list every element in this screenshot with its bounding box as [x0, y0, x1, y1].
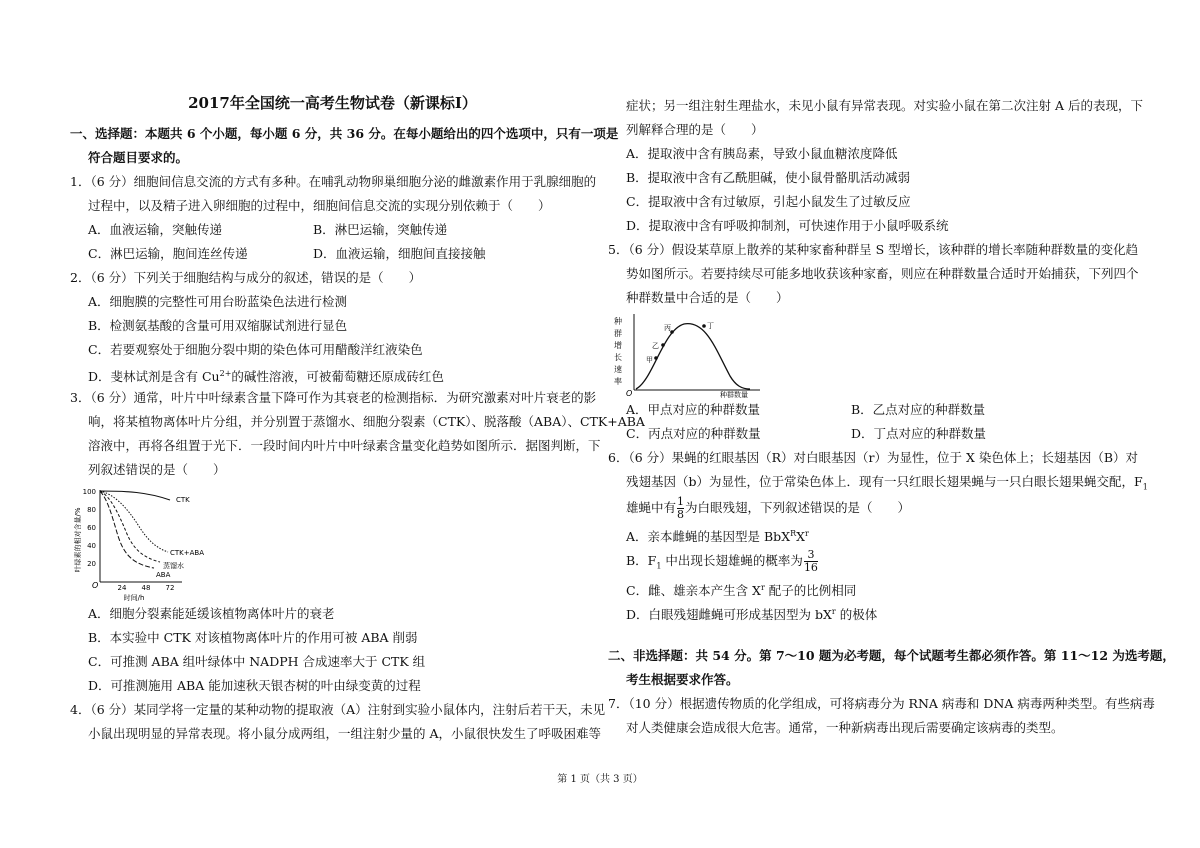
fig2-point-ding	[702, 324, 706, 328]
fig2-point-yi	[661, 343, 665, 347]
q4-stem: 4．（6 分）某同学将一定量的某种动物的提取液（A）注射到实验小鼠体内，注射后若干天，未见	[70, 702, 606, 717]
q6-stem: 6．（6 分）果蝇的红眼基因（R）对白眼基因（r）为显性，位于 X 染色体上；长翅基因（B）对	[608, 450, 1139, 465]
chlorophyll-figure	[70, 482, 595, 602]
q6-option-c-sup: r	[760, 583, 765, 592]
fig2-ylabel-char: 群	[614, 329, 622, 338]
q3-stem-cont2: 溶液中，再将各组置于光下．一段时间内叶片中叶绿素含量变化趋势如图所示．据图判断，下	[88, 438, 601, 453]
q6-option-d	[608, 600, 1133, 624]
chlorophyll-chart	[72, 482, 272, 602]
fig2-ylabel-char: 率	[614, 377, 622, 386]
q6-option-c	[608, 576, 1133, 600]
fig1-xtick: 48	[141, 584, 151, 592]
q6-option-b-pre: B．F	[626, 553, 657, 568]
q6-f1-sub: 1	[1142, 482, 1148, 492]
section1-heading-cont: 符合题目要求的。	[88, 150, 189, 165]
fig1-xtick: 24	[117, 584, 127, 592]
q2-option-d-sup: 2+	[219, 369, 232, 378]
q5-option-b: B．乙点对应的种群数量	[851, 402, 986, 417]
q6-option-b-fraction-den: 16	[803, 561, 818, 574]
fig1-origin: O	[92, 581, 99, 590]
fig2-xlabel: 种群数量	[720, 391, 748, 399]
q5-option-c: C．丙点对应的种群数量	[626, 426, 761, 441]
q4-option-c: C．提取液中含有过敏原，引起小鼠发生了过敏反应	[626, 194, 911, 209]
q3-stem-cont1: 响，将某植物离体叶片分组，并分别置于蒸馏水、细胞分裂素（CTK）、脱落酸（ABA）、CTK+ABA	[88, 414, 645, 429]
q2-option-c: C．若要观察处于细胞分裂中期的染色体可用醋酸洋红液染色	[88, 342, 423, 357]
q3-stem: 3．（6 分）通常，叶片中叶绿素含量下降可作为其衰老的检测指标．为研究激素对叶片衰老的影	[70, 390, 597, 405]
q6-option-a-sup2: r	[805, 529, 809, 538]
q6-option-b-fraction-num: 3	[804, 549, 818, 562]
q6-option-d-post: 的极体	[835, 607, 878, 623]
q5-stem-cont2: 种群数量中合适的是（ ）	[626, 290, 789, 305]
section1-heading: 一、选择题：本题共 6 个小题，每小题 6 分，共 36 分。在每小题给出的四个选项中，只有一项是	[70, 126, 619, 141]
fig1-xtick: 72	[165, 584, 175, 592]
q6-option-d-pre: D．白眼残翅雌蝇可形成基因型为 bX	[626, 607, 832, 623]
q5-options-row2	[608, 422, 1133, 446]
q1-option-a: A．血液运输，突触传递	[88, 222, 223, 237]
q6-option-a-sup1: R	[790, 529, 797, 538]
q7-stem: 7．（10 分）根据遗传物质的化学组成，可将病毒分为 RNA 病毒和 DNA 病毒两种类型。有些病毒	[608, 696, 1155, 711]
q6-fraction	[677, 496, 684, 521]
q6-option-b-fraction	[804, 549, 818, 574]
q6-fraction-den: 8	[677, 508, 685, 521]
fig1-label-aba: ABA	[156, 571, 171, 579]
growth-rate-figure	[608, 310, 1133, 398]
fig2-label-jia: 甲	[646, 356, 653, 364]
q4-stem-cont1: 小鼠出现明显的异常表现。将小鼠分成两组，一组注射少量的 A，小鼠很快发生了呼吸困难等	[88, 726, 602, 741]
fig1-ylabel: 叶绿素的相对含量/%	[74, 507, 82, 573]
q3-stem-cont3: 列叙述错误的是（ ）	[88, 462, 226, 477]
fig2-label-bing: 丙	[664, 324, 671, 332]
section2-heading-cont: 考生根据要求作答。	[626, 672, 739, 687]
q5-option-d: D．丁点对应的种群数量	[851, 426, 987, 441]
q2-option-a: A．细胞膜的完整性可用台盼蓝染色法进行检测	[88, 294, 348, 309]
q5-stem-cont1: 势如图所示。若要持续尽可能多地收获该种家畜，则应在种群数量合适时开始捕获，下列四个	[626, 266, 1139, 281]
q2-option-d-post: 的碱性溶液，可被葡萄糖还原成砖红色	[231, 369, 444, 385]
q6-option-b-mid: 中出现长翅雄蝇的概率为	[661, 553, 803, 568]
q6-option-c-post: 配子的比例相同	[764, 583, 857, 599]
fig2-ylabel-char: 种	[614, 317, 622, 326]
q1-options-row2	[70, 242, 595, 266]
q1-stem-cont: 过程中，以及精子进入卵细胞的过程中，细胞间信息交流的实现分别依赖于（ ）	[88, 198, 551, 213]
q6-stem-cont1-text: 残翅基因（b）为显性，位于常染色体上．现有一只红眼长翅果蝇与一只白眼长翅果蝇交配，F	[626, 474, 1143, 489]
q2-stem: 2．（6 分）下列关于细胞结构与成分的叙述，错误的是（ ）	[70, 270, 422, 285]
fig1-curve-ctk-aba	[100, 491, 168, 552]
q1-option-c: C．淋巴运输，胞间连丝传递	[88, 246, 248, 261]
fig2-label-ding: 丁	[707, 322, 714, 330]
q6-option-a-mid: X	[796, 529, 806, 545]
fig1-ytick: 80	[87, 506, 96, 514]
fig1-curve-ctk	[100, 491, 170, 500]
q2-option-d	[70, 362, 595, 386]
q3-option-c: C．可推测 ABA 组叶绿体中 NADPH 合成速率大于 CTK 组	[88, 654, 426, 669]
q4-option-b: B．提取液中含有乙酰胆碱，使小鼠骨骼肌活动减弱	[626, 170, 911, 185]
q4-stem-cont3: 列解释合理的是（ ）	[626, 122, 764, 137]
fig2-label-yi: 乙	[652, 342, 659, 350]
fig1-label-ctk: CTK	[176, 496, 190, 504]
q6-option-d-sup: r	[831, 607, 836, 616]
q1-stem: 1．（6 分）细胞间信息交流的方式有多种。在哺乳动物卵巢细胞分泌的雌激素作用于乳腺细胞的	[70, 174, 597, 189]
q6-option-b-sub: 1	[656, 561, 662, 571]
q4-option-d: D．提取液中含有呼吸抑制剂，可快速作用于小鼠呼吸系统	[626, 218, 949, 233]
section-spacer	[608, 624, 1133, 644]
q1-option-b: B．淋巴运输，突触传递	[313, 222, 448, 237]
q5-stem: 5．（6 分）假设某草原上散养的某种家畜种群呈 S 型增长，该种群的增长率随种群数量的变化趋	[608, 242, 1139, 257]
fig2-ylabel-char: 速	[614, 365, 622, 374]
page-footer: 第 1 页（共 3 页）	[557, 774, 643, 785]
q1-options-row1	[70, 218, 595, 242]
fig1-ytick: 100	[82, 488, 96, 496]
q6-option-c-pre: C．雌、雄亲本产生含 X	[626, 583, 761, 599]
fig1-ytick: 40	[87, 542, 96, 550]
right-column	[608, 94, 1175, 740]
fig2-origin: O	[626, 389, 633, 398]
section2-heading: 二、非选择题：共 54 分。第 7～10 题为必考题，每个试题考生都必须作答。第 11～12 为选考题，	[608, 648, 1175, 663]
fig2-curve	[636, 324, 750, 389]
q3-option-a: A．细胞分裂素能延缓该植物离体叶片的衰老	[88, 606, 335, 621]
q6-option-a	[608, 522, 1133, 546]
q6-stem-cont1	[608, 470, 1148, 494]
q6-stem-cont2-post: 为白眼残翅，下列叙述错误的是（ ）	[685, 500, 911, 515]
fig2-ylabel-char: 长	[614, 353, 622, 362]
fig1-ytick: 60	[87, 524, 96, 532]
q2-option-d-pre: D．斐林试剂是含有 Cu	[88, 369, 220, 385]
q3-option-b: B．本实验中 CTK 对该植物离体叶片的作用可被 ABA 削弱	[88, 630, 418, 645]
q6-stem-cont2-pre: 雄蝇中有	[626, 500, 677, 515]
q2-option-b: B．检测氨基酸的含量可用双缩脲试剂进行显色	[88, 318, 348, 333]
q4-option-a: A．提取液中含有胰岛素，导致小鼠血糖浓度降低	[626, 146, 898, 161]
fig2-ylabel-char: 增	[614, 341, 622, 350]
fig2-point-jia	[654, 356, 658, 360]
q1-option-d: D．血液运输，细胞间直接接触	[313, 246, 486, 261]
q7-stem-cont: 对人类健康会造成很大危害。通常，一种新病毒出现后需要确定该病毒的类型。	[626, 720, 1064, 735]
q5-option-a: A．甲点对应的种群数量	[626, 402, 761, 417]
growth-rate-chart	[608, 310, 808, 398]
fig1-ytick: 20	[87, 560, 96, 568]
q6-option-b	[608, 546, 1133, 576]
q6-stem-cont2	[608, 494, 1133, 522]
fig1-curve-water	[100, 491, 160, 562]
q5-options-row1	[608, 398, 1133, 422]
fig1-label-water: 蒸馏水	[163, 562, 184, 570]
q4-stem-cont2: 症状；另一组注射生理盐水，未见小鼠有异常表现。对实验小鼠在第二次注射 A 后的表现，下	[626, 98, 1143, 113]
fig1-label-ctk-aba: CTK+ABA	[170, 549, 204, 557]
fig1-xlabel: 时间/h	[123, 594, 145, 602]
q6-option-a-pre: A．亲本雌蝇的基因型是 BbX	[626, 529, 791, 545]
page-title: 2017年全国统一高考生物试卷（新课标Ⅰ）	[188, 94, 477, 112]
q6-fraction-num: 1	[677, 495, 685, 508]
q3-option-d: D．可推测施用 ABA 能加速秋天银杏树的叶由绿变黄的过程	[88, 678, 421, 693]
